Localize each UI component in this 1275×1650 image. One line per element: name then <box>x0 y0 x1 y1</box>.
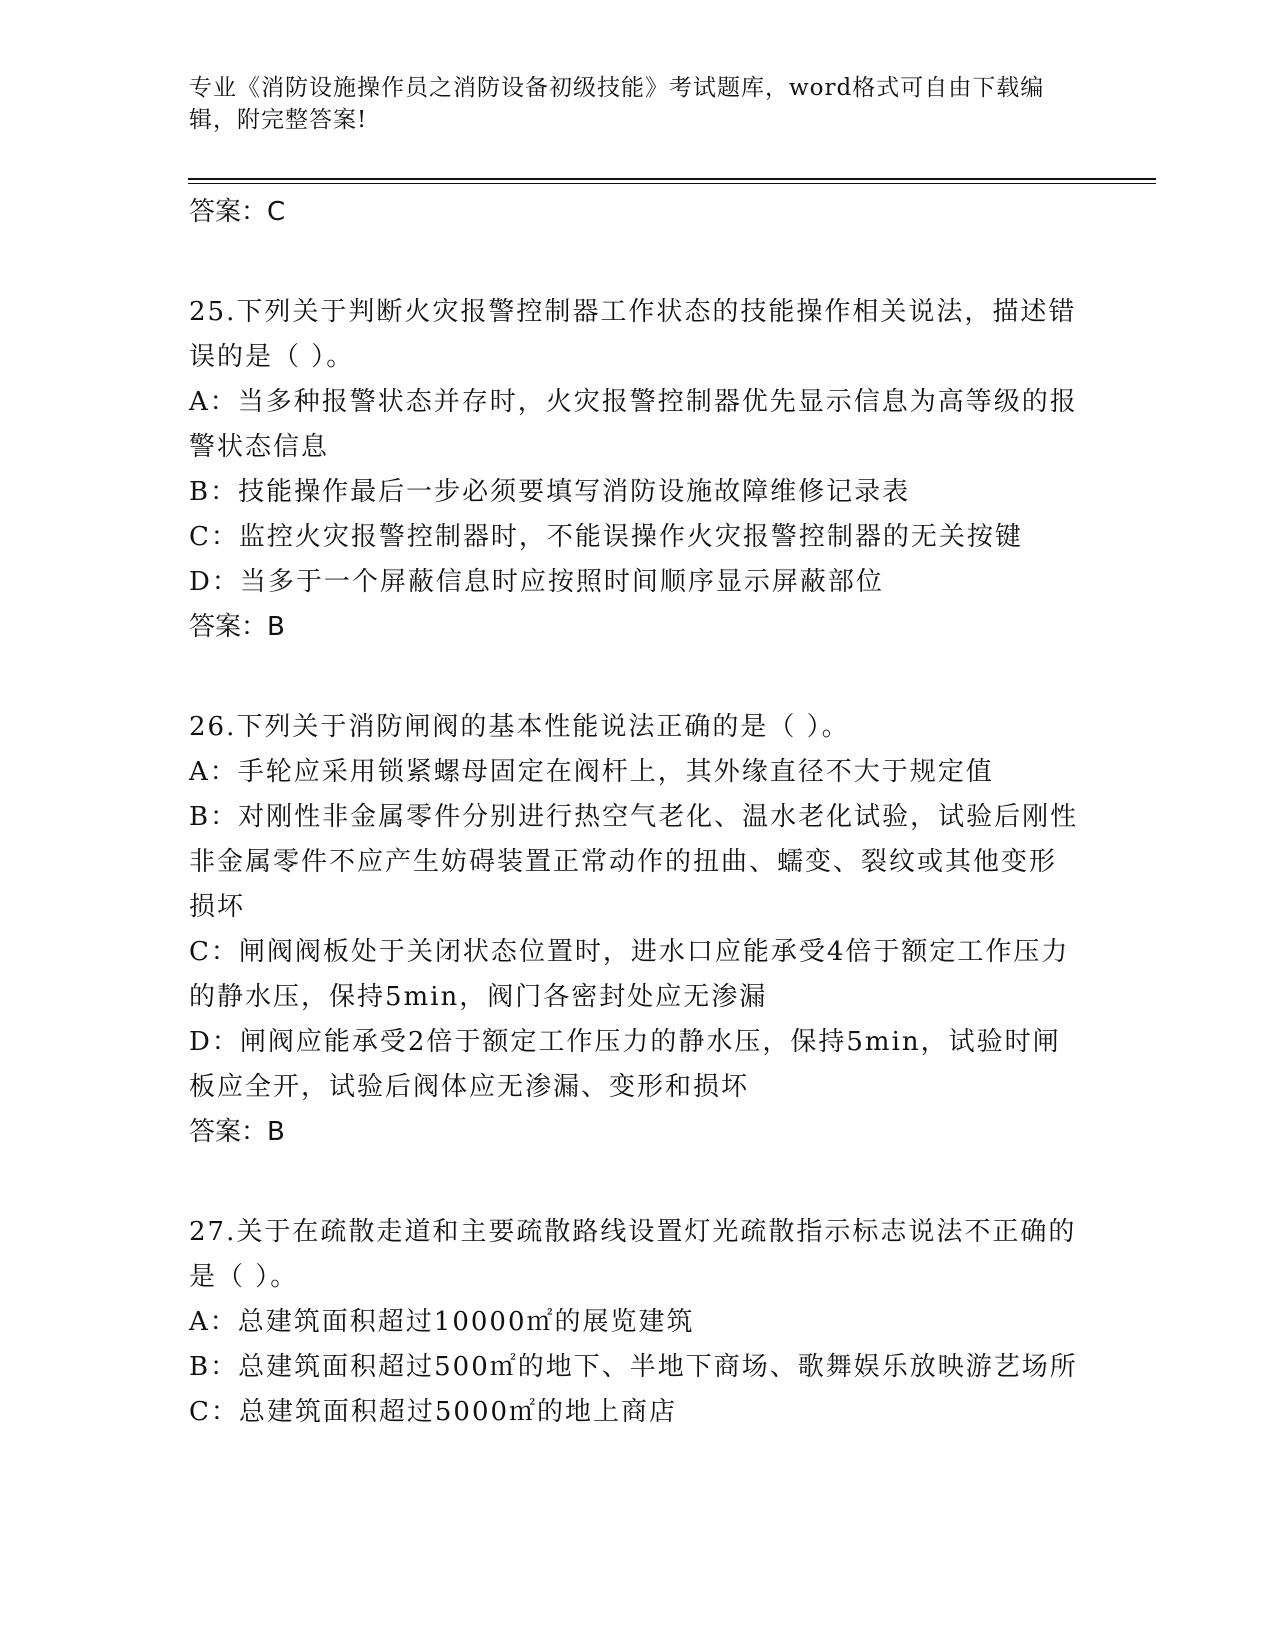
option-b: B：技能操作最后一步必须要填写消防设施故障维修记录表 <box>189 477 911 507</box>
question-26 <box>189 705 1079 1154</box>
option-c: C：总建筑面积超过5000㎡的地上商店 <box>189 1397 678 1427</box>
option-d: D：闸阀应能承受2倍于额定工作压力的静水压，保持5min，试验时闸板应全开，试验后阀体应无渗漏、变形和损坏 <box>189 1027 1061 1102</box>
question-stem: 27.关于在疏散走道和主要疏散路线设置灯光疏散指示标志说法不正确的是（ ）。 <box>189 1217 1077 1292</box>
option-a: A：手轮应采用锁紧螺母固定在阀杆上，其外缘直径不大于规定值 <box>189 757 994 787</box>
question-list <box>189 190 1079 1435</box>
option-d: D：当多于一个屏蔽信息时应按照时间顺序显示屏蔽部位 <box>189 567 884 597</box>
question-stem: 25.下列关于判断火灾报警控制器工作状态的技能操作相关说法，描述错误的是（ ）。 <box>189 297 1077 372</box>
option-a: A：总建筑面积超过10000㎡的展览建筑 <box>189 1307 695 1337</box>
question-27 <box>189 1210 1079 1435</box>
header-rule-thick <box>188 178 1156 180</box>
answer-label: 答案：B <box>189 612 285 642</box>
option-c: C：闸阀阀板处于关闭状态位置时，进水口应能承受4倍于额定工作压力的静水压，保持5min，阀门各密封处应无渗漏 <box>189 937 1070 1012</box>
option-c: C：监控火灾报警控制器时，不能误操作火灾报警控制器的无关按键 <box>189 522 1023 552</box>
answer-label: 答案：B <box>189 1117 285 1147</box>
question-stem: 26.下列关于消防闸阀的基本性能说法正确的是（ ）。 <box>189 712 850 742</box>
option-a: A：当多种报警状态并存时，火灾报警控制器优先显示信息为高等级的报警状态信息 <box>189 387 1078 462</box>
answer-label: 答案：C <box>189 197 286 227</box>
option-b: B：对刚性非金属零件分别进行热空气老化、温水老化试验，试验后刚性非金属零件不应产生妨碍装置正常动作的扭曲、蠕变、裂纹或其他变形损坏 <box>189 802 1079 922</box>
option-b: B：总建筑面积超过500㎡的地下、半地下商场、歌舞娱乐放映游艺场所 <box>189 1352 1078 1382</box>
header-rule-thin <box>188 183 1156 184</box>
page-header: 专业《消防设施操作员之消防设备初级技能》考试题库，word格式可自由下载编辑，附完整答案! <box>189 75 1045 133</box>
question-25 <box>189 290 1079 649</box>
